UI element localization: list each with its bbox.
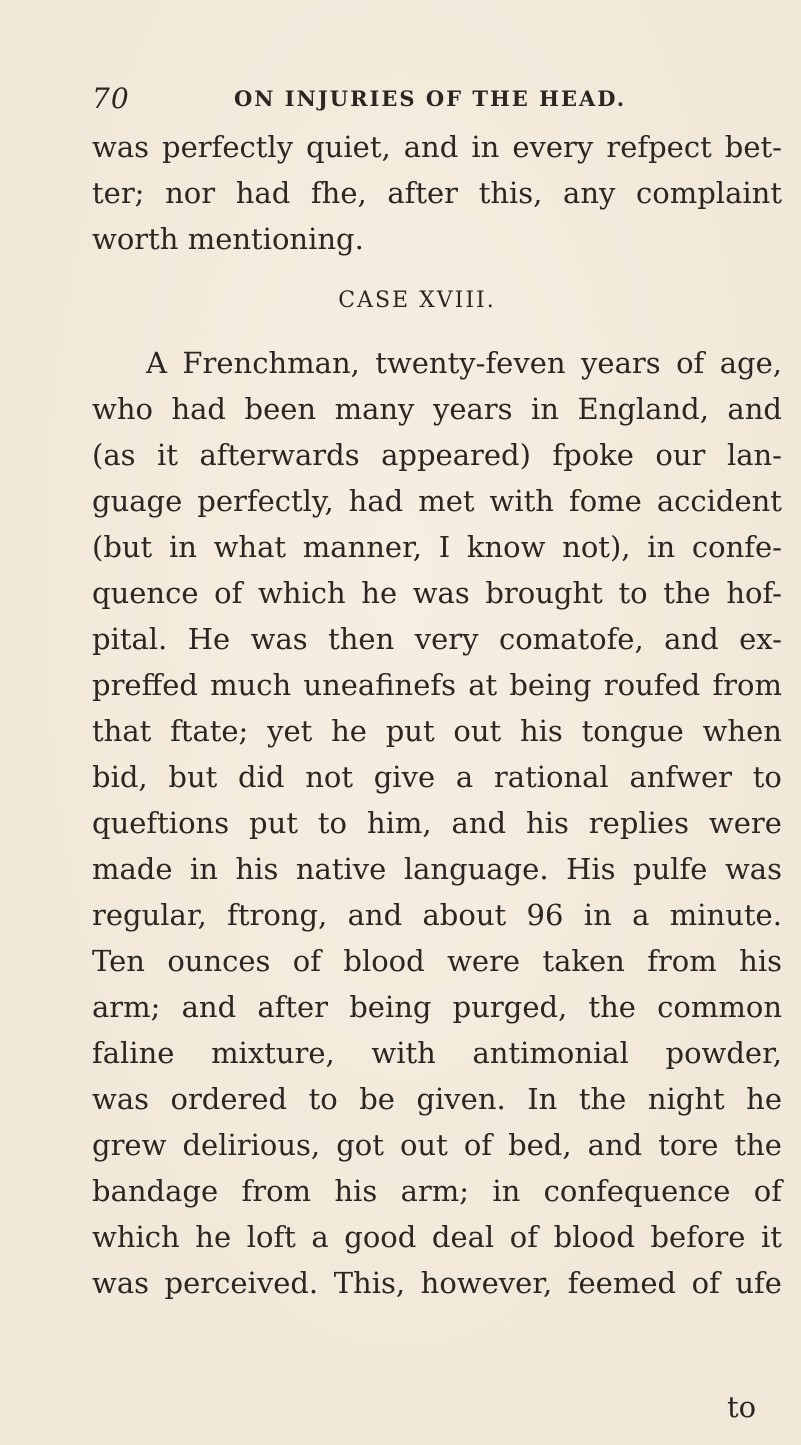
word: arm; [92,990,161,1024]
word: which [257,576,346,610]
word: not [305,760,353,794]
word: pital. [92,622,168,656]
text-line [92,984,782,1030]
word: and [181,990,237,1024]
word: been [244,392,317,426]
text-line [92,892,782,938]
word: antimonial [472,1036,629,1070]
word: nor [165,176,216,210]
word: taken [542,944,625,978]
word: purged, [452,990,568,1024]
text-line [92,800,782,846]
word: then [328,622,395,656]
word: and [403,130,459,164]
word: were [447,944,521,978]
word: out [399,1128,448,1162]
word: a [632,898,650,932]
word: ufe [735,1266,782,1300]
word: but [168,760,218,794]
word: mixture, [211,1036,335,1070]
text-line [92,846,782,892]
word: was [92,1266,149,1300]
word: was [92,130,149,164]
word: pulfe [633,852,708,886]
word: ex- [739,622,782,656]
word: and [347,898,403,932]
word: a [455,760,474,794]
text-line: worth mentioning. [92,222,364,256]
word: quiet, [306,130,391,164]
word: blood [553,1220,635,1254]
word: quence [92,576,199,610]
case-heading: CASE XVIII. [338,288,496,313]
word: that [92,714,152,748]
word: uneafinefs [303,668,457,702]
word: language. [403,852,549,886]
word: I [438,530,451,564]
word: met [418,484,475,518]
word: faline [92,1036,175,1070]
word: hof- [726,576,782,610]
word: our [655,438,706,472]
word: the [734,1128,782,1162]
word: bandage [92,1174,219,1208]
word: from [712,668,782,702]
word: know [466,530,546,564]
word: confequence [543,1174,731,1208]
word: and [727,392,782,426]
word: deal [431,1220,495,1254]
word: comatofe, [498,622,644,656]
word: and [451,806,507,840]
word: accident [656,484,782,518]
word: he [746,1082,782,1116]
word: who [92,392,153,426]
text-line [92,1076,782,1122]
word: rational [493,760,609,794]
word: England, [577,392,709,426]
word: much [210,668,292,702]
word: feemed [567,1266,677,1300]
word: In [527,1082,558,1116]
text-line [92,662,782,708]
word: after [257,990,329,1024]
word: in [168,530,197,564]
word: arm; [400,1174,469,1208]
word: ter; [92,176,145,210]
word: replies [588,806,689,840]
word: the [663,576,711,610]
word: fhe, [310,176,367,210]
word: yet [267,714,313,748]
word: years [581,346,661,380]
word: confe- [691,530,782,564]
word: with [489,484,554,518]
paragraph-2 [92,340,782,1306]
word: His [566,852,616,886]
word: This, [333,1266,406,1300]
word: 96 [526,898,564,932]
word: it [157,438,178,472]
word: of [676,346,705,380]
body-text [92,124,782,1306]
page-number: 70 [92,82,130,115]
word: He [187,622,231,656]
text-line [92,1122,782,1168]
word: he [361,576,398,610]
word: of [753,1174,782,1208]
word: in [190,852,218,886]
word: being [349,990,432,1024]
word: about [422,898,507,932]
word: which [92,1220,180,1254]
word: in [531,392,559,426]
word: bid, [92,760,148,794]
word: his [739,944,782,978]
word: he [331,714,367,748]
word: roufed [603,668,701,702]
word: were [708,806,782,840]
text-line [92,938,782,984]
word: and [587,1128,643,1162]
word: this, [478,176,543,210]
word: before [650,1220,746,1254]
word: be [359,1082,395,1116]
word: brought [485,576,603,610]
word: his [235,852,279,886]
word: was [250,622,308,656]
word: to [308,1082,338,1116]
word: regular, [92,898,207,932]
word: delirious, [182,1128,321,1162]
text-line [92,432,782,478]
word: every [512,130,594,164]
word: any [563,176,616,210]
word: A [146,346,167,380]
word: of [292,944,321,978]
text-line [92,478,782,524]
word: from [647,944,717,978]
word: made [92,852,173,886]
word: given. [416,1082,506,1116]
text-line [92,1260,782,1306]
word: loft [246,1220,296,1254]
word: ftate; [170,714,249,748]
word: ordered [170,1082,288,1116]
word: in [492,1174,521,1208]
word: many [334,392,415,426]
word: tore [658,1128,719,1162]
word: grew [92,1128,167,1162]
word: the [578,1082,627,1116]
word: tongue [581,714,684,748]
word: guage [92,484,183,518]
word: however, [420,1266,553,1300]
word: ftrong, [227,898,328,932]
word: had [171,392,226,426]
word: of [214,576,243,610]
text-line [92,616,782,662]
word: it [761,1220,782,1254]
text-line [92,1214,782,1260]
word: native [295,852,387,886]
word: was [724,852,782,886]
word: of [463,1128,493,1162]
word: of [691,1266,720,1300]
text-line [92,524,782,570]
word: him, [366,806,432,840]
word: he [195,1220,232,1254]
word: was [92,1082,149,1116]
word: did [238,760,285,794]
text-line [92,170,782,216]
word: anfwer [629,760,733,794]
word: common [657,990,782,1024]
word: to [618,576,648,610]
text-line [92,754,782,800]
word: years [432,392,513,426]
word: from [241,1174,312,1208]
text-line [92,570,782,616]
word: bed, [508,1128,572,1162]
word: in [647,530,676,564]
word: to [317,806,347,840]
word: perfectly [162,130,294,164]
word: with [371,1036,436,1070]
word: after [387,176,459,210]
word: fome [568,484,642,518]
word: bet- [724,130,782,164]
word: (as [92,438,136,472]
word: complaint [636,176,782,210]
word: a [311,1220,329,1254]
word: manner, [302,530,422,564]
word: put [385,714,435,748]
word: of [509,1220,538,1254]
word: at [468,668,498,702]
word: got [336,1128,384,1162]
word: in [471,130,500,164]
word: queftions [92,806,230,840]
page-header [92,82,692,122]
word: Ten [92,944,145,978]
text-line [92,708,782,754]
word: good [344,1220,417,1254]
word: give [373,760,436,794]
word: perceived. [164,1266,319,1300]
word: out [453,714,502,748]
word: when [702,714,782,748]
word: his [526,806,569,840]
word: was [412,576,470,610]
word: very [414,622,479,656]
text-line [92,1168,782,1214]
word: not), [562,530,631,564]
word: ounces [167,944,271,978]
word: (but [92,530,153,564]
word: put [249,806,298,840]
word: his [334,1174,378,1208]
word: Frenchman, [182,346,360,380]
text-line [92,386,782,432]
word: blood [343,944,425,978]
word: twenty-feven [375,346,566,380]
word: the [588,990,636,1024]
word: his [519,714,563,748]
text-line [92,124,782,170]
word: what [213,530,287,564]
word: night [647,1082,725,1116]
catchword: to [727,1390,757,1424]
word: afterwards [199,438,360,472]
word: powder, [665,1036,782,1070]
text-line [92,1030,782,1076]
word: preffed [92,668,198,702]
word: and [664,622,719,656]
word: being [509,668,592,702]
word: age, [719,346,782,380]
word: had [348,484,404,518]
word: refpect [606,130,712,164]
word: in [583,898,612,932]
word: fpoke [552,438,634,472]
word: perfectly, [197,484,334,518]
word: appeared) [381,438,531,472]
text-line [92,340,782,386]
word: minute. [669,898,782,932]
word: lan- [726,438,782,472]
word: had [235,176,291,210]
running-head: ON INJURIES OF THE HEAD. [234,86,627,111]
word: to [752,760,782,794]
paragraph-1 [92,124,782,262]
